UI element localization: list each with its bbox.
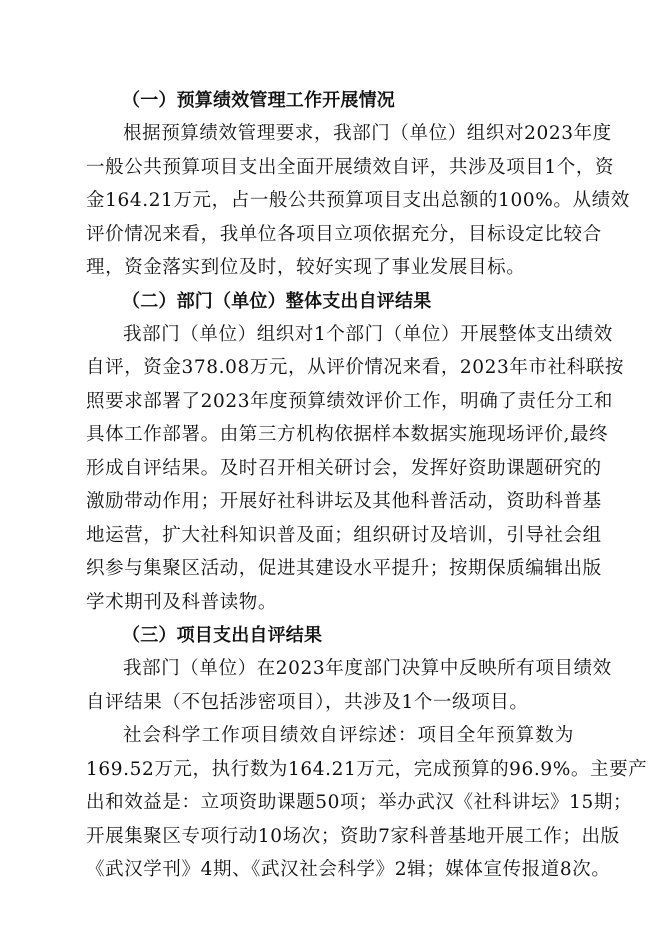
text-line: 169.52万元，执行数为164.21万元，完成预算的96.9%。主要产	[86, 758, 648, 780]
section-heading-1: （一）预算绩效管理工作开展情况	[122, 90, 395, 111]
text-line: 金164.21万元，占一般公共预算项目支出总额的100%。从绩效	[86, 190, 630, 211]
section-1-paragraph-1	[86, 117, 630, 285]
text-line: 地运营，扩大社科知识普及面；组织研讨及培训，引导社会组	[86, 524, 602, 546]
section-3-paragraph-1	[86, 652, 612, 719]
text-line: 织参与集聚区活动，促进其建设水平提升；按期保质编辑出版	[86, 558, 602, 579]
text-line: 理，资金落实到位及时，较好实现了事业发展目标。	[86, 257, 526, 278]
text-line: 社会科学工作项目绩效自评综述：项目全年预算数为	[123, 725, 574, 746]
text-line: 出和效益是：立项资助课题50项；举办武汉《社科讲坛》15期；	[86, 792, 633, 813]
text-line: 一般公共预算项目支出全面开展绩效自评，共涉及项目1个，资	[86, 156, 615, 178]
section-heading-2: （二）部门（单位）整体支出自评结果	[122, 290, 432, 312]
text-line: 自评结果（不包括涉密项目），共涉及1个一级项目。	[86, 691, 529, 713]
text-line: 开展集聚区专项行动10场次；资助7家科普基地开展工作；出版	[86, 825, 620, 847]
text-line: 根据预算绩效管理要求，我部门（单位）组织对2023年度	[123, 123, 612, 144]
section-3-paragraph-2	[86, 719, 648, 887]
section-2-paragraph-1	[86, 318, 625, 620]
text-line: 学术期刊及科普读物。	[86, 591, 278, 613]
text-line: 我部门（单位）组织对1个部门（单位）开展整体支出绩效	[123, 323, 613, 345]
text-line: 形成自评结果。及时召开相关研讨会，发挥好资助课题研究的	[86, 457, 602, 479]
text-line: 我部门（单位）在2023年度部门决算中反映所有项目绩效	[123, 658, 612, 679]
text-line: 自评，资金378.08万元，从评价情况来看，2023年市社科联按	[86, 357, 625, 378]
text-line: 照要求部署了2023年度预算绩效评价工作，明确了责任分工和	[86, 390, 613, 412]
text-line: 《武汉学刊》4期、《武汉社会科学》2辑；媒体宣传报道8次。	[86, 859, 611, 880]
text-line: 评价情况来看，我单位各项目立项依据充分，目标设定比较合	[86, 223, 602, 245]
section-heading-3: （三）项目支出自评结果	[122, 625, 323, 646]
text-line: 具体工作部署。由第三方机构依据样本数据实施现场评价,最终	[86, 424, 609, 445]
text-line: 激励带动作用；开展好社科讲坛及其他科普活动，资助科普基	[86, 491, 602, 512]
